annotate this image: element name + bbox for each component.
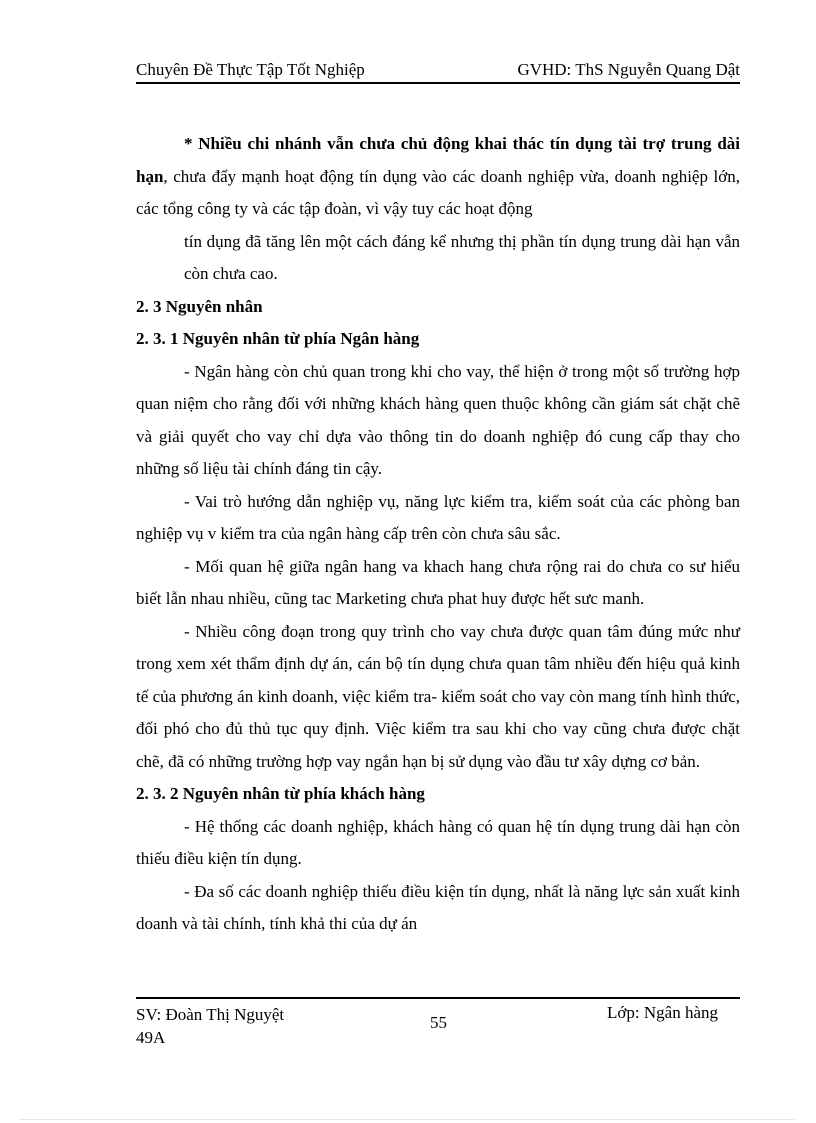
footer-student — [136, 1003, 284, 1049]
paragraph-3: - Ngân hàng còn chủ quan trong khi cho vay, thể hiện ở trong một số trường hợp quan niệm cho rằng đối với những khách hàng quen thuộc không cần giám sát chặt chẽ và giải quyết cho vay chỉ dựa vào thông tin do doanh nghiệp đó cung cấp thay cho những số liệu tài chính đáng tin cậy. — [136, 361, 740, 478]
footer-student-name: SV: Đoàn Thị Nguyệt — [136, 1005, 285, 1024]
section-heading-2-3: 2. 3 Nguyên nhân — [136, 296, 263, 316]
footer-class-code: 49A — [136, 1028, 166, 1047]
paragraph-1-bold: * Nhiều chi nhánh vẫn chưa chủ động khai thác tín dụng tài trợ trung dài hạn — [136, 134, 740, 186]
section-heading-2-3-1: 2. 3. 1 Nguyên nhân từ phía Ngân hàng — [136, 329, 420, 348]
page-footer — [136, 997, 740, 1059]
paragraph-2: tín dụng đã tăng lên một cách đáng kể nhưng thị phần tín dụng trung dài hạn vẫn còn chưa cao. — [184, 231, 740, 283]
page-number: 55 — [430, 1013, 447, 1032]
header-title: Chuyên Đề Thực Tập Tốt Nghiệp — [136, 60, 365, 79]
paragraph-1-rest: , chưa đẩy mạnh hoạt động tín dụng vào các doanh nghiệp vừa, doanh nghiệp lớn, các tổng công ty và các tập đoàn, vì vậy tuy các hoạt động — [136, 166, 740, 218]
page-edge-divider — [20, 1119, 796, 1120]
paragraph-5: - Mối quan hệ giữa ngân hang va khach hang chưa rộng rai do chưa co sư hiểu biết lẫn nhau nhiều, cũng tac Marketing chưa phat huy được hết sưc manh. — [136, 556, 740, 608]
section-heading-2-3-2: 2. 3. 2 Nguyên nhân từ phía khách hàng — [136, 784, 425, 803]
paragraph-4: - Vai trò hướng dẫn nghiệp vụ, năng lực kiểm tra, kiểm soát của các phòng ban nghiệp vụ v kiểm tra của ngân hàng cấp trên còn chưa sâu sắc. — [136, 491, 740, 543]
paragraph-8: - Đa số các doanh nghiệp thiếu điều kiện tín dụng, nhất là năng lực sản xuất kinh doanh và tài chính, tính khả thi của dự án — [136, 881, 740, 933]
document-body — [136, 128, 740, 941]
header-advisor: GVHD: ThS Nguyễn Quang Dật — [517, 60, 740, 79]
paragraph-6: - Nhiều công đoạn trong quy trình cho vay chưa được quan tâm đúng mức như trong xem xét thẩm định dự án, cán bộ tín dụng chưa quan tâm nhiều đến hiệu quả kinh tế của phương án kinh doanh, việc kiểm tra- kiểm soát cho vay còn mang tính hình thức, đối phó cho đủ thủ tục quy định. Việc kiểm tra sau khi cho vay cũng chưa được chặt chẽ, đã có những trường hợp vay ngắn hạn bị sử dụng vào đầu tư xây dựng cơ bản. — [136, 621, 740, 771]
footer-class: Lớp: Ngân hàng — [607, 1003, 718, 1022]
paragraph-1 — [136, 128, 740, 226]
page-header — [136, 58, 740, 84]
paragraph-7: - Hệ thống các doanh nghiệp, khách hàng có quan hệ tín dụng trung dài hạn còn thiếu điều kiện tín dụng. — [136, 816, 740, 868]
